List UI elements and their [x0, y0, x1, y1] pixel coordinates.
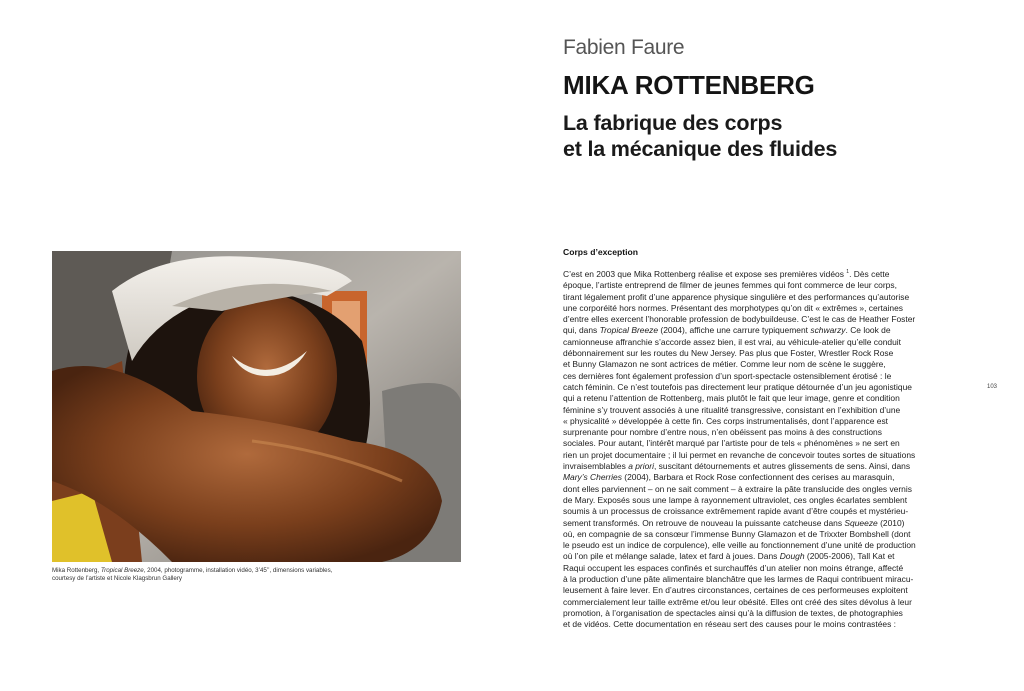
body-line: leusement à faire lever. En d’autres circonstances, certaines de ces performeuses exploitent — [563, 585, 908, 596]
body-line: et de vidéos. Cette documentation en réseau sert des causes pour le moins contrastées : — [563, 619, 897, 630]
body-line: camionneuse affranchie s’accorde assez bien, il est vrai, au véhicule-atelier qu’elle conduit — [563, 336, 902, 347]
body-line: de Mary. Exposés sous une lampe à rayonnement ultraviolet, ces ongles écarlates semblent — [563, 494, 908, 505]
body-line: soumis à un processus de croissance extrêmement rapide avant d’être coupés et mystérieu- — [563, 506, 909, 517]
body-line: le pseudo est un indice de corpulence), elle veille au fonctionnement d’une unité de production — [563, 540, 916, 551]
body-line: où, en compagnie de sa consœur l’immense Bunny Glamazon et de Trixxter Bombshell (dont — [563, 528, 911, 539]
caption-line-2: courtesy de l’artiste et Nicole Klagsbrun Gallery — [52, 575, 182, 582]
body-line: débonnairement sur les routes du New Jersey. Pas plus que Foster, Wrestler Rock Rose — [563, 348, 894, 359]
body-line: une corporéité hors normes. Présentant des morphotypes qu’on dit « extrêmes », certaines — [563, 302, 904, 313]
body-line: dont elles parviennent – on ne sait comment – à extraire la pâte translucide des ongles vernis — [563, 483, 912, 494]
subtitle-line-2: et la mécanique des fluides — [563, 137, 838, 161]
body-line: ces dernières font également profession d’un sport-spectacle ostensiblement érotisé : le — [563, 370, 892, 381]
body-line: C’est en 2003 que Mika Rottenberg réalise et expose ses premières vidéos $^1$. Dès cette — [563, 269, 890, 279]
body-line: rien un projet documentaire ; il lui permet en revanche de concevoir toutes sortes de situations — [563, 449, 916, 460]
author-name: Fabien Faure — [563, 36, 685, 59]
body-line: et Bunny Glamazon ne sont actrices de métier. Comme leur nom de scène le suggère, — [563, 359, 886, 370]
body-line: qui a retenu l’attention de Rottenberg, mais plutôt le fait que leur image, genre et condition — [563, 393, 900, 404]
tropical-breeze-still-image — [52, 251, 461, 562]
body-line: féminine s’y trouvent associés à une ritualité transgressive, consistant en l’exhibition d’une — [563, 404, 901, 415]
body-line: qui, dans Tropical Breeze (2004), affiche une carrure typiquement schwarzy. Ce look de — [563, 325, 891, 336]
film-still-photo — [52, 251, 461, 562]
body-line: promotion, à l’organisation de spectacles ainsi qu’à la diffusion de textes, de photographies — [563, 607, 903, 618]
body-line: sociales. Pour autant, l’intérêt marqué par l’artiste pour de tels « phénomènes » ne sert en — [563, 438, 900, 449]
body-line: d’entre elles exercent l’honorable profession de bodybuildeuse. C’est le cas de Heather Foster — [563, 314, 916, 325]
body-line: Raqui occupent les espaces confinés et surchauffés d’un atelier non moins étrange, affecté — [563, 562, 904, 573]
article-subtitle — [563, 110, 963, 162]
body-line: « physicalité » développée à cette fin. Ces corps instrumentalisés, dont l’apparence est — [563, 415, 889, 426]
body-line: invraisemblables a priori, suscitant détournements et autres glissements de sens. Ainsi, dans — [563, 461, 911, 472]
body-line: tirant légalement profit d’une apparence physique singulière et des performances qu’autorise — [563, 291, 910, 302]
article-body-text — [563, 269, 933, 631]
body-line: commercialement leur taille extrême et/ou leur obésité. Elles ont créé des sites dévolus à leur — [563, 596, 912, 607]
body-line: surprenante pour nombre d’entre nous, n’en obéissent pas moins à des constructions — [563, 427, 882, 438]
body-line: époque, l’artiste entreprend de filmer de jeunes femmes qui font commerce de leur corps, — [563, 280, 897, 291]
body-line: Mary’s Cherries (2004), Barbara et Rock Rose confectionnent des cerises au marasquin, — [563, 472, 895, 483]
photo-caption — [52, 567, 352, 583]
subtitle-line-1: La fabrique des corps — [563, 111, 783, 135]
artist-name-heading: MIKA ROTTENBERG — [563, 70, 815, 100]
body-line: à la production d’une pâte alimentaire blanchâtre que les larmes de Raqui contribuent miracu- — [563, 574, 914, 585]
page-number: 103 — [987, 384, 998, 390]
body-line: où l’on pile et mélange salade, latex et fard à joues. Dans Dough (2005-2006), Tall Kat et — [563, 551, 895, 562]
body-line: catch féminin. Ce n’est toutefois pas directement leur pratique détournée d’un jeu agonistique — [563, 381, 912, 392]
section-heading: Corps d’exception — [563, 247, 638, 257]
body-line: sement transformés. On retrouve de nouveau la puissante catcheuse dans Squeeze (2010) — [563, 517, 905, 528]
caption-line-1: Mika Rottenberg, Tropical Breeze, 2004, photogramme, installation vidéo, 3’45’’, dimensions variables, — [52, 567, 333, 574]
